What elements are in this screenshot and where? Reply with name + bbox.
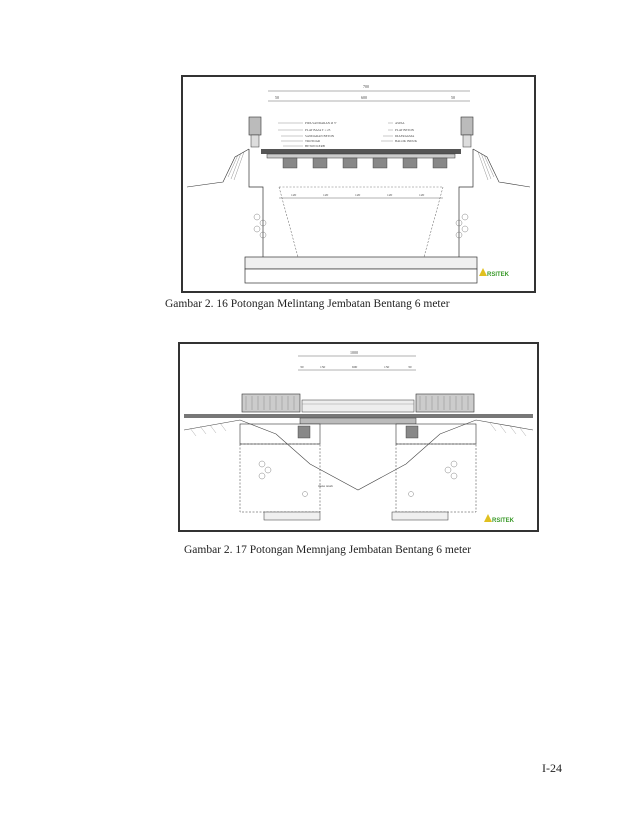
- dim-bottom-4: 120: [387, 193, 393, 197]
- note-sandaran: SANDARAN BETON: [305, 134, 335, 138]
- note-trotoar: TROTOAR: [305, 139, 320, 143]
- note-kerb: BETON KERB: [305, 144, 325, 148]
- dim-bottom-5: 120: [419, 193, 425, 197]
- right-notes: [395, 121, 418, 143]
- figure-cross-section: [181, 75, 536, 293]
- sub-dim-5: 30: [408, 365, 412, 369]
- figure-caption-1: Gambar 2. 16 Potongan Melintang Jembatan Bentang 6 meter: [165, 298, 450, 310]
- note-plat-beton: PLAT BETON: [395, 128, 414, 132]
- sub-dim-1: 30: [300, 365, 304, 369]
- note-plat-baja: PLAT BAJA T = 25: [305, 128, 331, 132]
- sub-dim-3: 600: [352, 365, 358, 369]
- dim-bottom-1: 120: [291, 193, 297, 197]
- dim-right: 50: [451, 95, 455, 100]
- annotation-muka-tanah: muka tanah: [318, 484, 333, 488]
- note-diafragma: DIAFRAGMA: [395, 134, 415, 138]
- dim-left: 50: [275, 95, 279, 100]
- dim-bottom-3: 120: [355, 193, 361, 197]
- figure-long-section: [178, 342, 539, 532]
- rsitek-logo: [479, 268, 510, 278]
- note-aspal: ASPAL: [395, 121, 405, 125]
- dim-middle: 600: [361, 95, 367, 100]
- sub-dim-2: 150: [320, 365, 326, 369]
- svg-text:RSITEK: RSITEK: [492, 518, 515, 524]
- cross-section-drawing: [183, 77, 534, 291]
- dim-top: 1000: [350, 350, 358, 355]
- rsitek-logo: [484, 514, 515, 524]
- note-balok: BALOK INDUK: [395, 139, 418, 143]
- long-section-drawing: [180, 344, 537, 530]
- note-pipa: PIPA SANDARAN Ø 3": [305, 121, 337, 125]
- sub-dim-4: 150: [384, 365, 390, 369]
- dim-bottom-2: 120: [323, 193, 329, 197]
- left-notes: [305, 121, 337, 148]
- page-number: I-24: [542, 761, 562, 775]
- svg-text:RSITEK: RSITEK: [487, 272, 510, 278]
- figure-caption-2: Gambar 2. 17 Potongan Memnjang Jembatan Bentang 6 meter: [184, 544, 472, 556]
- dim-top: 700: [363, 84, 369, 89]
